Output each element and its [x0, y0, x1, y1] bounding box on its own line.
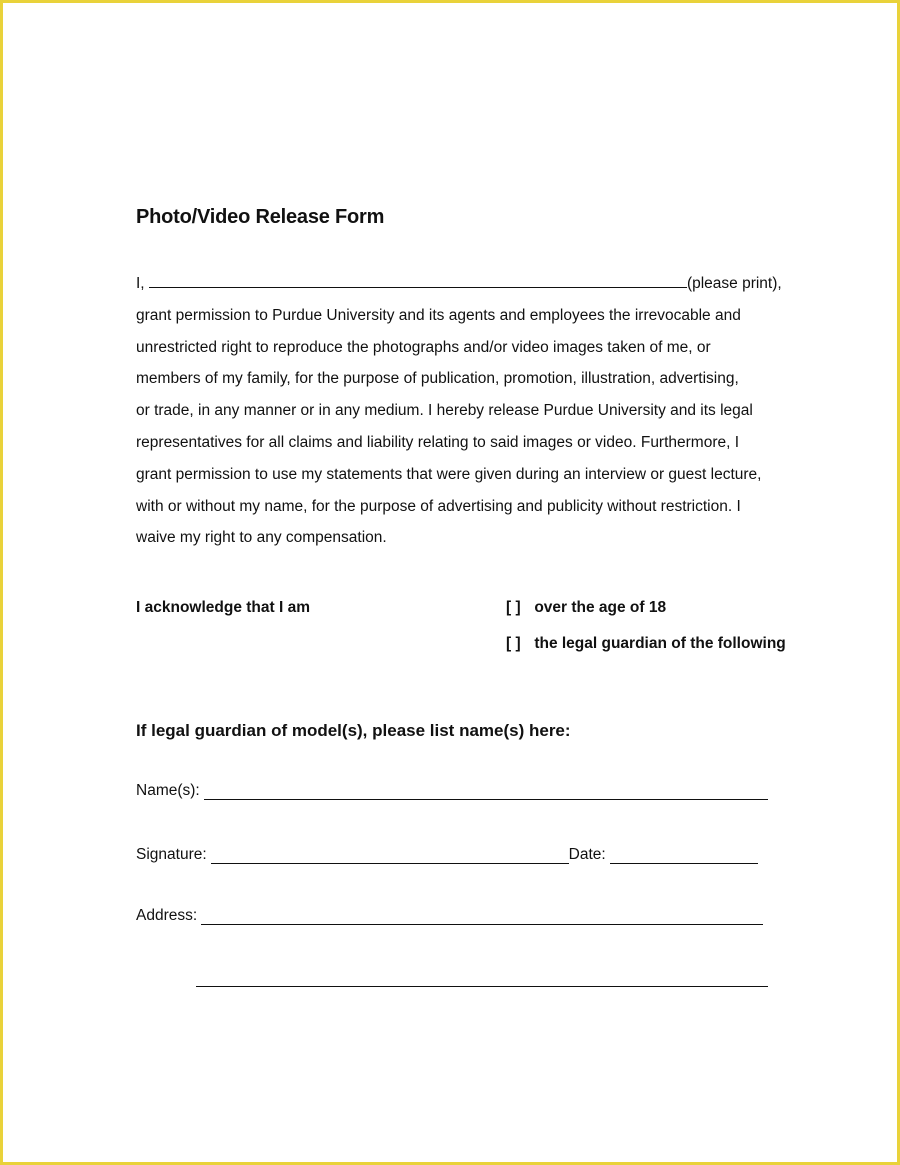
- signature-row: [136, 846, 758, 864]
- paragraph-line: unrestricted right to reproduce the photographs and/or video images taken of me, or: [136, 338, 711, 356]
- paragraph-line: representatives for all claims and liability relating to said images or video. Furthermore, I: [136, 433, 740, 451]
- acknowledge-label: I acknowledge that I am: [136, 599, 310, 616]
- paragraph-line: grant permission to use my statements that were given during an interview or guest lecture,: [136, 465, 762, 483]
- legal-guardian-label: the legal guardian of the following: [534, 635, 786, 652]
- guardian-heading: If legal guardian of model(s), please list name(s) here:: [136, 721, 571, 740]
- address-label: Address:: [136, 907, 198, 924]
- paragraph-line: waive my right to any compensation.: [136, 529, 387, 547]
- print-name-line: [136, 268, 826, 300]
- signature-field[interactable]: [211, 849, 569, 864]
- release-paragraph: [136, 268, 826, 554]
- address-field-line-1[interactable]: [201, 910, 763, 925]
- date-label: Date:: [568, 846, 606, 863]
- names-label: Name(s):: [136, 782, 200, 799]
- paragraph-line: or trade, in any manner or in any medium. I hereby release Purdue University and its legal: [136, 402, 753, 420]
- print-name-field[interactable]: [149, 272, 687, 288]
- intro-suffix: (please print),: [686, 275, 782, 292]
- paragraph-line: with or without my name, for the purpose of advertising and publicity without restriction. I: [136, 497, 741, 515]
- address-field-line-2[interactable]: [196, 986, 768, 987]
- names-field[interactable]: [204, 785, 768, 800]
- address-row: [136, 907, 763, 925]
- paragraph-line: members of my family, for the purpose of publication, promotion, illustration, advertising,: [136, 370, 739, 388]
- over-18-option[interactable]: [506, 599, 666, 617]
- form-title: Photo/Video Release Form: [136, 206, 385, 228]
- names-row: [136, 782, 768, 800]
- paragraph-line: grant permission to Purdue University and its agents and employees the irrevocable and: [136, 306, 741, 324]
- signature-label: Signature:: [136, 846, 207, 863]
- over-18-label: over the age of 18: [534, 599, 667, 616]
- intro-prefix: I,: [136, 275, 145, 292]
- legal-guardian-checkbox[interactable]: [ ]: [506, 635, 521, 652]
- date-field[interactable]: [610, 849, 758, 864]
- legal-guardian-option[interactable]: [506, 635, 786, 653]
- over-18-checkbox[interactable]: [ ]: [506, 599, 521, 616]
